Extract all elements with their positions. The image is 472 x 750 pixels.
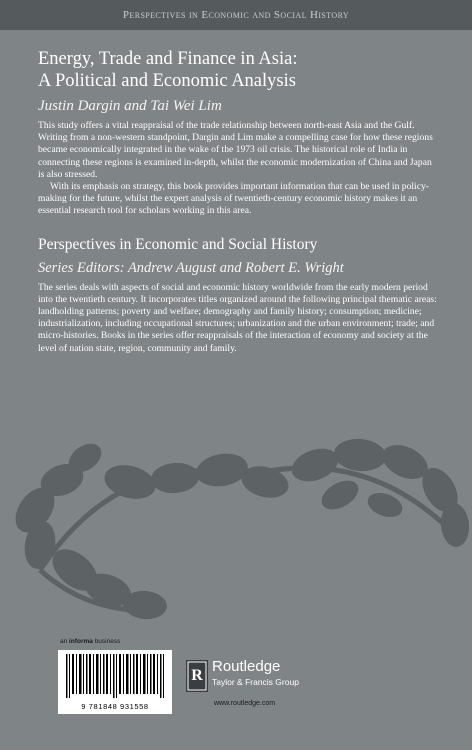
svg-text:R: R <box>191 667 203 684</box>
series-description: The series deals with aspects of social and economic history worldwide from the early modern period into the twentieth century. It incorporates titles organized around the following principal thematic areas: landholding patterns; poverty and welfare; demography and family history; consumption; medicine; industrialization, including occupational structures; urbanization and the urban environment; trade; and micro-histories. Books in the series offer reappraisals of the interaction of economy and society at the level of nation state, region, community and family. <box>38 281 437 354</box>
series-editors: Series Editors: Andrew August and Robert E. Wright <box>38 259 344 276</box>
publisher-name: Routledge <box>212 658 281 675</box>
series-header-text: Perspectives in Economic and Social History <box>122 9 350 21</box>
laurel-wreath-ornament-icon <box>0 420 472 635</box>
book-title-line-1: Energy, Trade and Finance in Asia: <box>38 49 298 69</box>
publisher-group: Taylor & Francis Group <box>212 677 299 687</box>
isbn-number: 9 781848 931558 <box>81 702 149 711</box>
main-content <box>38 48 438 355</box>
informa-suffix: business <box>92 638 121 645</box>
book-title <box>38 48 438 92</box>
informa-business-label <box>60 638 120 645</box>
book-authors: Justin Dargin and Tai Wei Lim <box>38 98 222 114</box>
book-title-line-2: A Political and Economic Analysis <box>38 71 296 91</box>
isbn-barcode <box>58 650 172 714</box>
informa-prefix: an <box>60 638 70 645</box>
book-description-paragraph-1: This study offers a vital reappraisal of the trade relationship between north-east Asia and the Gulf. Writing from a non-western standpoint, Dargin and Lim make a compelling case for how these regions became economically integrated in the wake of the 1973 oil crisis. The historical role of India in connecting these regions is examined in-depth, whilst the economic modernization of China and Japan is also stressed. <box>38 120 433 180</box>
routledge-r-logo-icon <box>186 660 208 692</box>
isbn-barcode-icon <box>58 654 172 704</box>
series-title: Perspectives in Economic and Social History <box>38 235 318 253</box>
informa-brand: informa <box>69 638 93 645</box>
publisher-website: www.routledge.com <box>214 700 276 707</box>
book-description-paragraph-2: With its emphasis on strategy, this book provides important information that can be used in policy-making for the future, whilst the expert analysis of twentieth-century economic history makes it an essential research tool for scholars working in this area. <box>38 181 429 217</box>
